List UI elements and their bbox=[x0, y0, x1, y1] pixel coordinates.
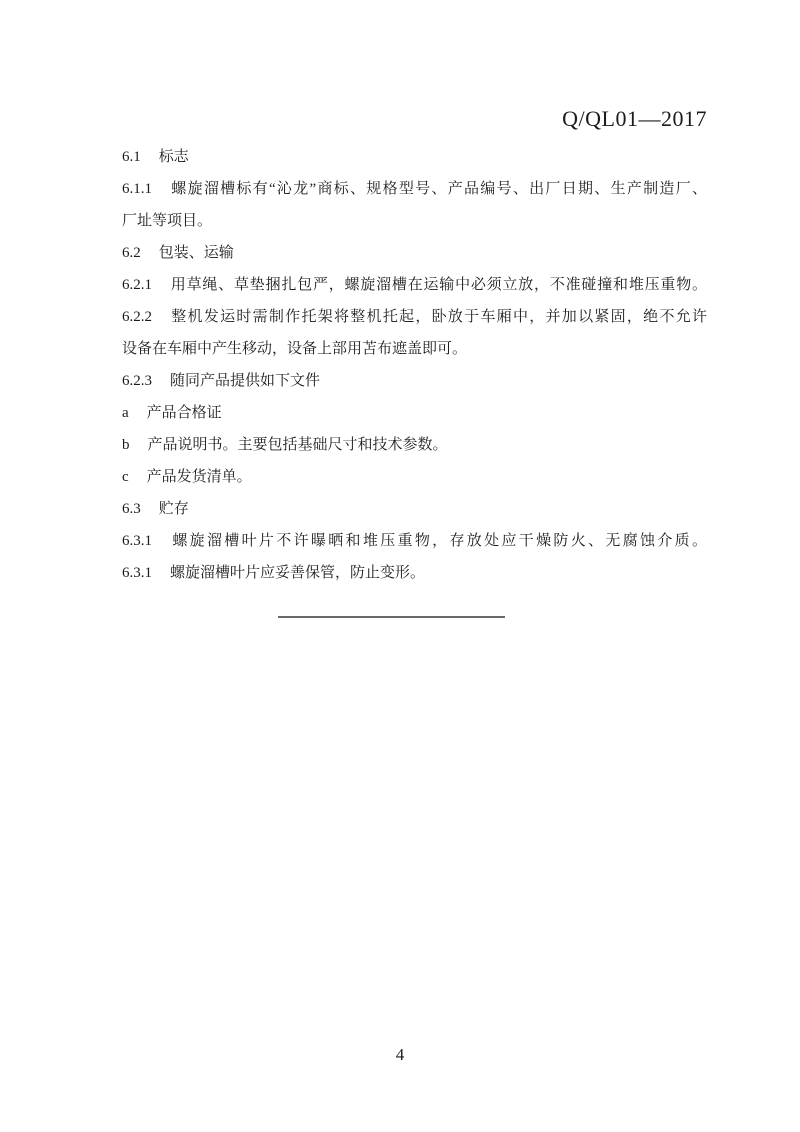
list-item-text: 产品发货清单。 bbox=[146, 469, 252, 485]
clause-line bbox=[122, 269, 707, 301]
clause-line bbox=[122, 557, 707, 589]
clause-line-continuation bbox=[122, 333, 707, 365]
list-item-b bbox=[122, 429, 707, 461]
clause-text: 螺旋溜槽叶片应妥善保管，防止变形。 bbox=[170, 565, 426, 581]
clause-text: 整机发运时需制作托架将整机托起，卧放于车厢中，并加以紧固，绝不允许 bbox=[170, 309, 707, 325]
list-item-text: 产品说明书。主要包括基础尺寸和技术参数。 bbox=[147, 437, 448, 453]
end-of-text-divider bbox=[278, 616, 505, 618]
list-item-letter: b bbox=[122, 437, 130, 453]
list-item-text: 产品合格证 bbox=[146, 405, 222, 421]
clause-number: 6.1.1 bbox=[122, 181, 152, 197]
clause-number: 6.2 bbox=[122, 245, 141, 261]
clause-number: 6.3 bbox=[122, 501, 141, 517]
clause-line bbox=[122, 365, 707, 397]
clause-text: 设备在车厢中产生移动，设备上部用苫布遮盖即可。 bbox=[122, 341, 468, 357]
clause-text: 标志 bbox=[158, 149, 189, 165]
clause-heading bbox=[122, 493, 707, 525]
clause-text: 随同产品提供如下文件 bbox=[170, 373, 321, 389]
clause-number: 6.2.2 bbox=[122, 309, 152, 325]
clause-text: 贮存 bbox=[158, 501, 189, 517]
list-item-letter: a bbox=[122, 405, 129, 421]
clause-number: 6.3.1 bbox=[122, 533, 152, 549]
clause-text: 厂址等项目。 bbox=[122, 213, 213, 229]
clause-text: 用草绳、草垫捆扎包严，螺旋溜槽在运输中必须立放，不准碰撞和堆压重物。 bbox=[170, 277, 707, 293]
clause-line bbox=[122, 173, 707, 205]
clause-heading bbox=[122, 141, 707, 173]
clause-text: 包装、运输 bbox=[158, 245, 234, 261]
clause-text: 螺旋溜槽标有“沁龙”商标、规格型号、产品编号、出厂日期、生产制造厂、 bbox=[170, 181, 707, 197]
document-body bbox=[122, 141, 707, 589]
clause-number: 6.2.1 bbox=[122, 277, 152, 293]
list-item-letter: c bbox=[122, 469, 129, 485]
list-item-a bbox=[122, 397, 707, 429]
clause-line-continuation bbox=[122, 205, 707, 237]
standard-number-header: Q/QL01—2017 bbox=[562, 106, 707, 131]
page-number: 4 bbox=[395, 1045, 405, 1064]
clause-line bbox=[122, 301, 707, 333]
list-item-c bbox=[122, 461, 707, 493]
clause-number: 6.2.3 bbox=[122, 373, 152, 389]
clause-line bbox=[122, 525, 707, 557]
clause-heading bbox=[122, 237, 707, 269]
clause-text: 螺旋溜槽叶片不许曝晒和堆压重物，存放处应干燥防火、无腐蚀介质。 bbox=[170, 533, 707, 549]
clause-number: 6.1 bbox=[122, 149, 141, 165]
clause-number: 6.3.1 bbox=[122, 565, 152, 581]
